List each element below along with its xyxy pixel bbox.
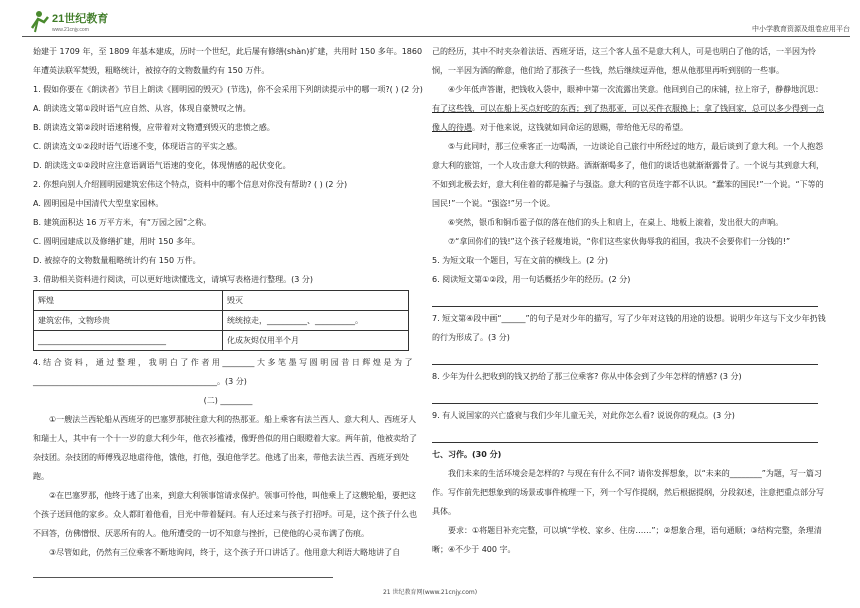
section-2-title: (二) ________ (203, 396, 253, 405)
intro-paragraph: 始建于 1709 年，至 1809 年基本建成，历时一个世纪，此后屡有修缮(shàn)扩建，共用时 150 多年。1860 年遭英法联军焚毁，粗略统计，被掠夺的文物数量约有 150 万件。 (33, 47, 423, 75)
question-2-option-a: A. 圆明园是中国清代大型皇家园林。 (33, 199, 164, 208)
question-2-option-b: B. 建筑面积达 16 万平方米，有“万园之园”之称。 (33, 218, 212, 227)
question-3-table (33, 290, 409, 351)
question-2: 2. 你想向别人介绍圆明园建筑宏伟这个特点，资料中的哪个信息对你没有帮助? ( ) (2 分) (33, 180, 348, 189)
question-7: 7. 短文第④段中画“______”的句子是对少年的描写，写了少年对这钱的用途的设想。说明少年这与下文少年扔钱的行为形成了。(3 分) (432, 314, 826, 342)
logo-url: www.21cnjy.com (52, 27, 89, 33)
table-cell-fill-blank[interactable]: ________________________________ (34, 331, 223, 351)
question-1-option-a: A. 朗读选文第①段时语气应自然、从容，体现自豪赞叹之情。 (33, 104, 251, 113)
composition-prompt: 我们未来的生活环境会是怎样的? 与现在有什么不同? 请你发挥想象，以“未来的________”为题，写一篇习作。写作前先把想象到的场景或事件梳理一下，列一个写作提纲，然后根据提纲，分段叙述，注意把重点部分写具体。 (432, 469, 824, 516)
runner-logo-icon (30, 8, 114, 34)
question-6: 6. 阅读短文第①②段，用一句话概括少年的经历。(2 分) (432, 275, 631, 284)
question-2-option-d: D. 被掠夺的文物数量粗略统计约有 150 万件。 (33, 256, 201, 265)
header-platform-text: 中小学教育资源及组卷应用平台 (752, 25, 850, 33)
passage-paragraph-1: ①一艘法兰西轮船从西班牙的巴塞罗那驶往意大利的热那亚。船上乘客有法兰西人、意大利人、西班牙人和瑞士人，其中有一个十一岁的意大利少年，他衣衫褴褛，像野兽似的用白眼瞪着大家。两年前，他被卖给了杂技团。杂技团的师傅残忍地虐待他，饿他，打他，强迫他学艺。他逃了出来，带他去法兰西、西班牙到处跑。 (33, 415, 417, 481)
composition-requirements: 要求：①将题目补充完整，可以填“学校、家乡、住房……”；②想象合理，语句通顺；③结构完整，条理清晰；④不少于 400 字。 (432, 526, 822, 554)
paragraph-4-lead: ④少年低声答谢，把钱收入袋中，眼神中第一次流露出笑意。他回到自己的床铺，拉上帘子，静静地沉思： (448, 85, 824, 94)
passage-paragraph-3-continued: 己的经历，其中不时夹杂着法语、西班牙语，这三个客人虽不是意大利人，可是也明白了他的话，一半因为怜悯，一半因为酒的醉意，他们给了那孩子一些钱，然后继续逗弄他，想从他那里再听到别的一些事。 (432, 47, 816, 75)
question-1-option-c: C. 朗读选文①②段时语气语速不变，体现语言的平实之感。 (33, 142, 243, 151)
question-1: 1. 假如你要在《朗读者》节目上朗读《圆明园的毁灭》(节选)，你不会采用下列朗读提示中的哪一项?( ) (2 分) (33, 85, 423, 94)
right-column (432, 42, 826, 559)
footer-text: 21 世纪教育网(www.21cnjy.com) (382, 589, 478, 596)
passage-paragraph-7: ⑦“拿回你们的钱!”这个孩子轻蔑地说，“你们这些家伙侮辱我的祖国，我决不会要你们一分钱的!” (448, 237, 791, 246)
section-7-title: 七、习作。(30 分) (432, 450, 502, 459)
passage-paragraph-3: ③尽管如此，仍然有三位乘客不断地询问，终于，这个孩子开口讲话了。他用意大利语大略地讲了自 (49, 548, 401, 557)
logo-text: 21世纪教育 (52, 13, 109, 25)
table-row (34, 291, 409, 311)
table-header-destruction: 毁灭 (223, 291, 409, 311)
table-header-glory: 辉煌 (34, 291, 223, 311)
header-divider (22, 36, 850, 37)
paragraph-4-tail: 。对于他来说，这钱就如同命运的恩赐，带给他无尽的希望。 (472, 123, 688, 132)
site-logo (30, 6, 114, 36)
underlined-sentence: 有了这些钱，可以在船上买点好吃的东西；到了热那亚，可以买件衣服换上；拿了钱回家，总可以多少得到一点像人的待遇 (432, 104, 824, 132)
table-cell-fill-blank[interactable]: 统统掠走，__________、__________。 (223, 311, 409, 331)
question-8: 8. 少年为什么把收到的钱又扔给了那三位乘客? 你从中体会到了少年怎样的情感? (3 分) (432, 372, 742, 381)
passage-paragraph-5: ⑤与此同时，那三位乘客正一边喝酒，一边谈论自己旅行中所经过的地方，最后谈到了意大利。一个人抱怨意大利的旅馆，一个人攻击意大利的铁路。酒渐渐喝多了，他们的谈话也就渐渐露骨了。一个说与其到意大利，不如到北极去好，意大利住着的都是骗子与强盗。意大利的官员连字都不认识。“蠢笨的国民!”一个说。“下等的国民!”一个说。“强盗!”另一个说。 (432, 142, 824, 208)
table-row (34, 311, 409, 331)
question-1-option-b: B. 朗读选文第②段时语速稍慢，应带着对文物遭到毁灭的悲愤之感。 (33, 123, 275, 132)
table-cell: 化成灰烬仅用半个月 (223, 331, 409, 351)
left-column (33, 42, 423, 562)
table-row (34, 331, 409, 351)
answer-line[interactable] (432, 347, 818, 365)
question-3: 3. 借助相关资料进行阅读，可以更好地读懂选文，请填写表格进行整理。(3 分) (33, 275, 314, 284)
question-9: 9. 有人说国家的兴亡盛衰与我们少年儿童无关，对此你怎么看? 说说你的观点。(3 分) (432, 411, 735, 420)
question-5: 5. 为短文取一个题目，写在文前的横线上。(2 分) (432, 256, 609, 265)
passage-paragraph-6: ⑥突然，银币和铜币雹子似的落在他们的头上和肩上，在桌上、地板上滚着，发出很大的声响。 (448, 218, 784, 227)
question-2-option-c: C. 圆明园建成以及修缮扩建，用时 150 多年。 (33, 237, 201, 246)
answer-line[interactable] (432, 386, 818, 404)
table-cell: 建筑宏伟，文物珍贵 (34, 311, 223, 331)
question-4: 4. 结 合 资 料 ， 通 过 整 理 ， 我 明 白 了 作 者 用 ________ 大 多 笔 墨 写 圆 明 园 昔 日 辉 煌 是 为 了 ______________________________________________。(3 分) (33, 358, 413, 386)
answer-line[interactable] (432, 289, 818, 307)
passage-paragraph-2: ②在巴塞罗那，他终于逃了出来，到意大利领事馆请求保护。领事可怜他，叫他乘上了这艘轮船，要把这个孩子送回他的家乡。众人都盯着他看，目光中带着疑问。有人还过来与孩子打招呼。可是，这个孩子什么也不回答，仿佛憎恨、厌恶所有的人。他所遭受的一切不知意与挫折，已使他的心灵布满了伤痕。 (33, 491, 417, 538)
passage-paragraph-4 (432, 80, 826, 137)
footer-divider (33, 577, 333, 578)
question-1-option-d: D. 朗读选文①②段时应注意语调语气语速的变化，体现情感的起伏变化。 (33, 161, 291, 170)
answer-line[interactable] (432, 425, 818, 443)
